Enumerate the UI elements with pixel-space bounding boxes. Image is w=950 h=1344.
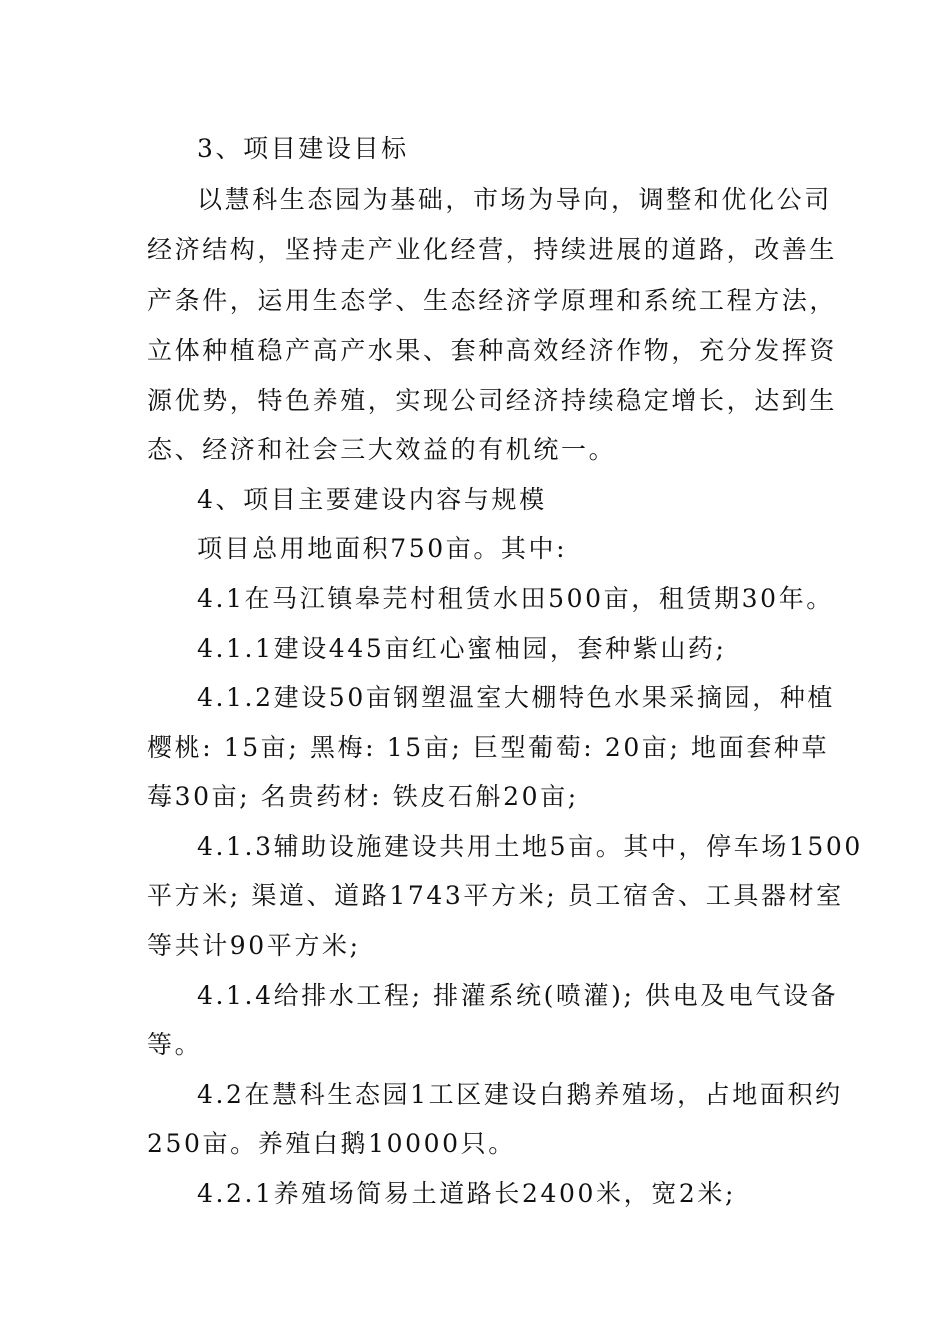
list-item-4-1-1: 4.1.1建设445亩红心蜜柚园，套种紫山药; [197,634,727,663]
paragraph-line: 态、经济和社会三大效益的有机统一。 [147,435,617,464]
paragraph-line: 产条件，运用生态学、生态经济学原理和系统工程方法， [147,286,838,315]
paragraph-line: 等。 [147,1030,203,1059]
list-item-4-2: 4.2在慧科生态园1工区建设白鹅养殖场，占地面积约 [197,1080,843,1109]
paragraph-line: 项目总用地面积750亩。其中: [197,534,568,563]
paragraph-line: 樱桃: 15亩; 黑梅: 15亩; 巨型葡萄: 20亩; 地面套种草 [147,733,830,762]
list-item-4-1: 4.1在马江镇皋芫村租赁水田500亩，租赁期30年。 [197,584,834,613]
list-item-4-2-1: 4.2.1养殖场简易土道路长2400米，宽2米; [197,1179,736,1208]
paragraph-line: 经济结构，坚持走产业化经营，持续进展的道路，改善生 [147,235,838,264]
paragraph-line: 源优势，特色养殖，实现公司经济持续稳定增长，达到生 [147,386,838,415]
paragraph-line: 立体种植稳产高产水果、套种高效经济作物，充分发挥资 [147,336,838,365]
list-item-4-1-3: 4.1.3辅助设施建设共用土地5亩。其中，停车场1500 [197,832,863,861]
paragraph-line: 等共计90平方米; [147,931,361,960]
paragraph-line: 以慧科生态园为基础，市场为导向，调整和优化公司 [197,185,832,214]
paragraph-line: 250亩。养殖白鹅10000只。 [147,1129,516,1158]
heading-3-project-goals: 3、项目建设目标 [197,134,409,163]
paragraph-line: 平方米; 渠道、道路1743平方米; 员工宿舍、工具器材室 [147,881,844,910]
heading-4-content-scale: 4、项目主要建设内容与规模 [197,485,547,514]
paragraph-line: 莓30亩; 名贵药材: 铁皮石斛20亩; [147,782,579,811]
list-item-4-1-4: 4.1.4给排水工程; 排灌系统(喷灌); 供电及电气设备 [197,981,839,1010]
list-item-4-1-2: 4.1.2建设50亩钢塑温室大棚特色水果采摘园，种植 [197,683,836,712]
